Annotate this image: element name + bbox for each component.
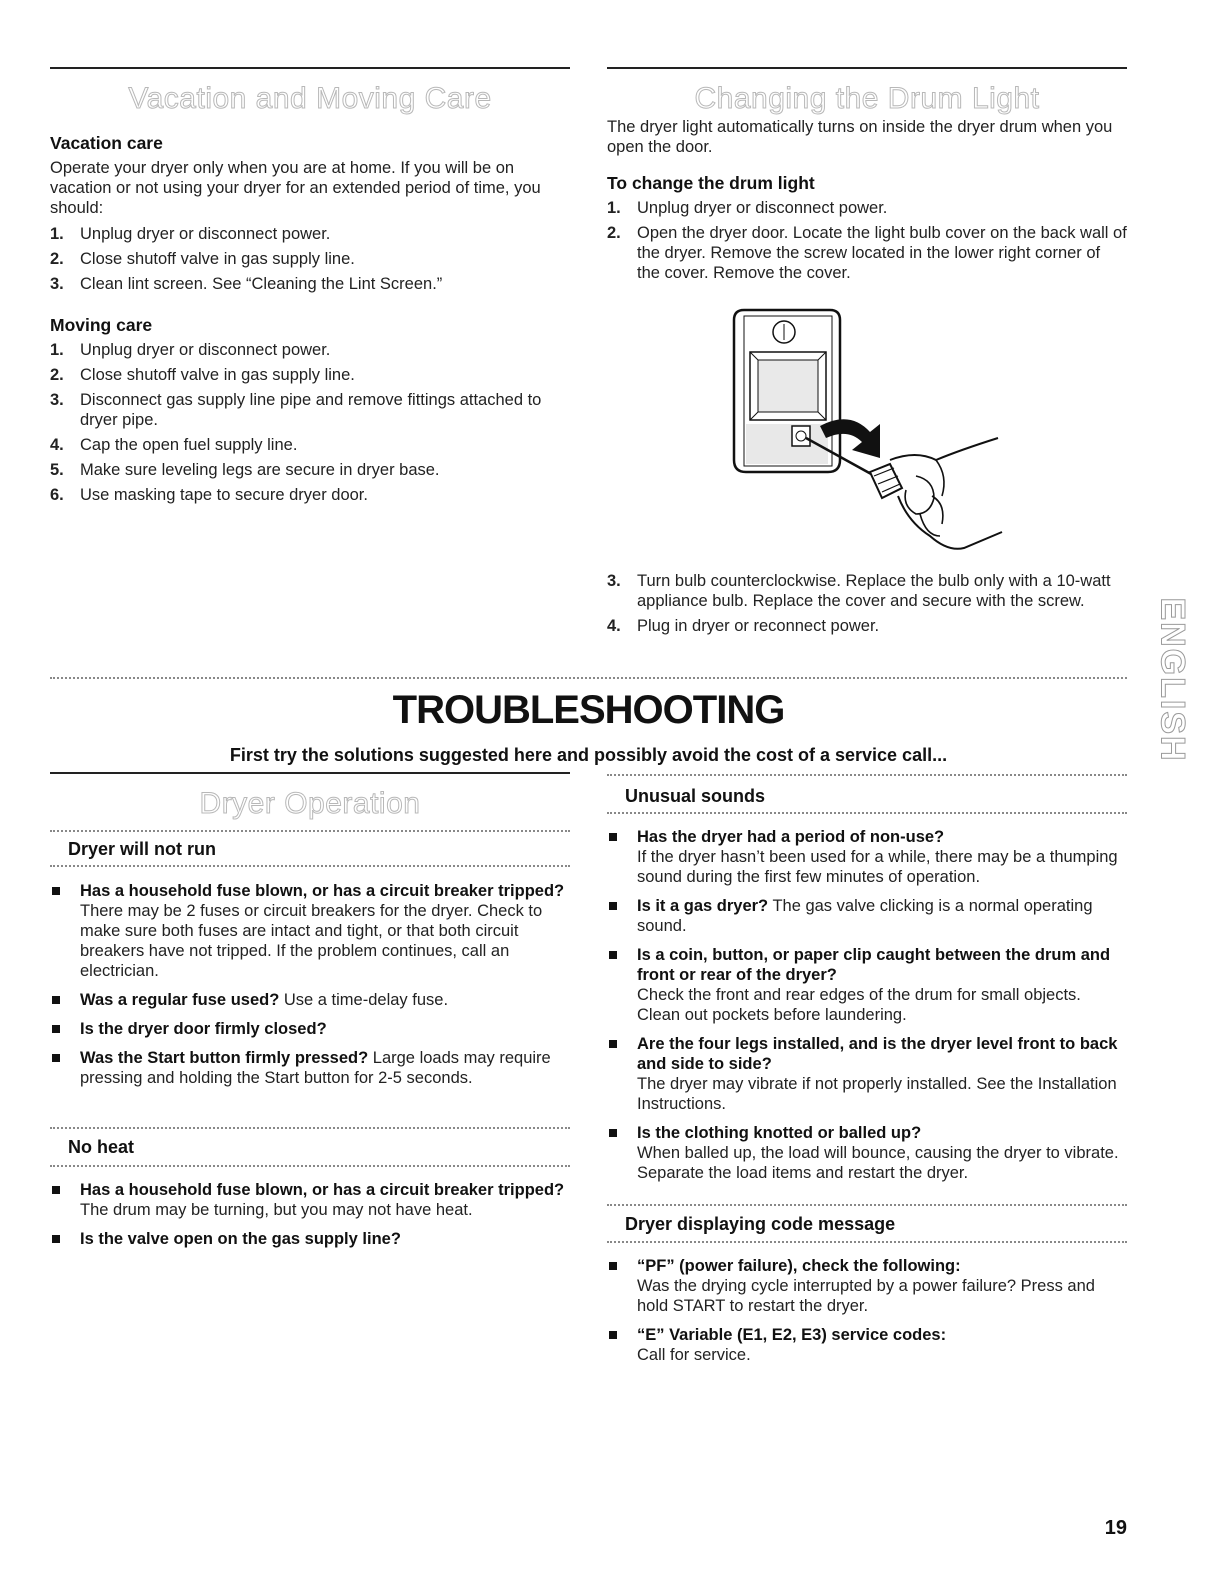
box-divider: [607, 1204, 1127, 1206]
item-question: Has a household fuse blown, or has a circuit breaker tripped?: [80, 882, 565, 900]
step-number: 1.: [50, 341, 64, 359]
square-bullet-icon: [52, 1186, 60, 1194]
moving-care-section: [50, 315, 570, 510]
no-heat-heading: No heat: [68, 1137, 135, 1157]
step-text: Use masking tape to secure dryer door.: [80, 486, 368, 504]
drum-light-intro: The dryer light automatically turns on inside the dryer drum when you open the door.: [607, 118, 1113, 156]
item-question: Are the four legs installed, and is the dryer level front to back and side to side?: [637, 1035, 1118, 1073]
step-item: [50, 274, 570, 294]
step-item: [50, 460, 570, 480]
page-number: 19: [1104, 1517, 1127, 1539]
drum-light-section: [607, 117, 1127, 288]
item-answer: Use a time-delay fuse.: [283, 991, 449, 1009]
square-bullet-icon: [609, 1331, 617, 1339]
item-question: Was a regular fuse used?: [80, 991, 280, 1009]
step-text: Unplug dryer or disconnect power.: [637, 199, 888, 217]
item-question: Is the clothing knotted or balled up?: [637, 1124, 922, 1142]
item-question: “E” Variable (E1, E2, E3) service codes:: [637, 1326, 947, 1344]
vacation-care-intro: Operate your dryer only when you are at home. If you will be on vacation or not using your dryer for an extended period of time, you should:: [50, 159, 541, 217]
item-question: Has the dryer had a period of non-use?: [637, 828, 945, 846]
item-question: Has a household fuse blown, or has a circuit breaker tripped?: [80, 1181, 565, 1199]
vacation-steps-list: [50, 224, 570, 294]
step-text: Unplug dryer or disconnect power.: [80, 341, 331, 359]
troubleshooting-item: [607, 1325, 1127, 1365]
item-question: Is it a gas dryer?: [637, 897, 769, 915]
step-number: 2.: [607, 224, 621, 242]
step-item: [50, 390, 570, 430]
box-divider: [50, 830, 570, 832]
item-answer: The dryer may vibrate if not properly installed. See the Installation Instructions.: [637, 1075, 1117, 1113]
step-text: Clean lint screen. See “Cleaning the Lint Screen.”: [80, 275, 443, 293]
step-number: 2.: [50, 366, 64, 384]
troubleshooting-item: [607, 945, 1127, 1025]
item-answer: Large loads may require pressing and holding the Start button for 2-5 seconds.: [80, 1049, 551, 1087]
troubleshooting-item: [50, 1019, 570, 1039]
square-bullet-icon: [609, 1262, 617, 1270]
troubleshooting-item: [50, 1229, 570, 1249]
item-answer: Was the drying cycle interrupted by a power failure? Press and hold START to restart the dryer.: [637, 1277, 1095, 1315]
drum-light-heading: To change the drum light: [607, 173, 815, 193]
vacation-care-heading: Vacation care: [50, 133, 163, 153]
drum-light-steps-continued: [607, 571, 1127, 641]
square-bullet-icon: [52, 1054, 60, 1062]
troubleshooting-item: [50, 1048, 570, 1088]
troubleshooting-title: TROUBLESHOOTING: [392, 688, 785, 732]
troubleshooting-item: [50, 990, 570, 1010]
item-answer: When balled up, the load will bounce, causing the dryer to vibrate. Separate the load items and restart the dryer.: [637, 1144, 1119, 1182]
step-number: 5.: [50, 461, 64, 479]
square-bullet-icon: [609, 902, 617, 910]
troubleshooting-item: [607, 896, 1127, 936]
step-number: 1.: [50, 225, 64, 243]
step-item: [50, 365, 570, 385]
dryer-will-not-run-list: [50, 881, 570, 1097]
step-item: [50, 224, 570, 244]
troubleshooting-item: [50, 1180, 570, 1220]
section-rule: [50, 772, 570, 774]
step-text: Close shutoff valve in gas supply line.: [80, 366, 355, 384]
square-bullet-icon: [52, 1025, 60, 1033]
item-answer: The drum may be turning, but you may not have heat.: [80, 1201, 473, 1219]
moving-steps-list: [50, 340, 570, 505]
drum-light-title: Changing the Drum Light: [694, 82, 1040, 115]
step-text: Open the dryer door. Locate the light bulb cover on the back wall of the dryer. Remove the screw located in the lower right corner of the cover. Remove the cover.: [637, 224, 1127, 282]
item-question: “PF” (power failure), check the following:: [637, 1257, 961, 1275]
section-rule: [607, 67, 1127, 69]
troubleshooting-item: [607, 1034, 1127, 1114]
troubleshooting-item: [50, 881, 570, 981]
item-answer: There may be 2 fuses or circuit breakers for the dryer. Check to make sure both fuses are intact and tight, or that both circuit breakers have not tripped. If the problem continues, call an electrician.: [80, 902, 543, 980]
troubleshooting-subtitle: First try the solutions suggested here and possibly avoid the cost of a service call...: [229, 745, 948, 765]
step-number: 1.: [607, 199, 621, 217]
item-question: Is the valve open on the gas supply line?: [80, 1230, 401, 1248]
code-message-list: [607, 1256, 1127, 1374]
box-divider: [50, 1127, 570, 1129]
troubleshooting-item: [607, 1256, 1127, 1316]
step-text: Disconnect gas supply line pipe and remove fittings attached to dryer pipe.: [80, 391, 542, 429]
step-text: Cap the open fuel supply line.: [80, 436, 298, 454]
step-item: [607, 223, 1127, 283]
drum-steps-list: [607, 198, 1127, 283]
vacation-moving-title: Vacation and Moving Care: [128, 82, 492, 115]
item-answer: The gas valve clicking is a normal operating sound.: [637, 897, 1093, 935]
unusual-sounds-heading: Unusual sounds: [625, 786, 766, 806]
item-answer: Check the front and rear edges of the drum for small objects. Clean out pockets before laundering.: [637, 986, 1081, 1024]
step-text: Unplug dryer or disconnect power.: [80, 225, 331, 243]
troubleshooting-item: [607, 1123, 1127, 1183]
side-tab-label: ENGLISH: [1153, 597, 1192, 763]
step-number: 3.: [50, 275, 64, 293]
box-divider: [607, 812, 1127, 814]
section-rule: [50, 67, 570, 69]
item-answer: Call for service.: [637, 1346, 751, 1364]
square-bullet-icon: [609, 951, 617, 959]
language-side-tab: [1153, 570, 1192, 790]
troubleshooting-item: [607, 827, 1127, 887]
item-answer: If the dryer hasn’t been used for a while, there may be a thumping sound during the first few minutes of operation.: [637, 848, 1118, 886]
step-item: [607, 616, 1127, 636]
item-question: Is the dryer door firmly closed?: [80, 1020, 327, 1038]
code-message-heading: Dryer displaying code message: [625, 1214, 896, 1234]
step-number: 3.: [607, 572, 621, 590]
section-divider: [50, 677, 1127, 679]
step-item: [50, 435, 570, 455]
square-bullet-icon: [52, 1235, 60, 1243]
square-bullet-icon: [52, 887, 60, 895]
vacation-care-section: [50, 133, 570, 299]
step-text: Make sure leveling legs are secure in dryer base.: [80, 461, 440, 479]
drum-light-cover-illustration: [720, 300, 1010, 570]
box-divider: [607, 774, 1127, 776]
drum-steps-list-continued: [607, 571, 1127, 636]
step-item: [607, 198, 1127, 218]
box-divider: [607, 1241, 1127, 1243]
moving-care-heading: Moving care: [50, 315, 153, 335]
unusual-sounds-list: [607, 827, 1127, 1192]
dryer-will-not-run-heading: Dryer will not run: [68, 839, 217, 859]
step-item: [607, 571, 1127, 611]
step-number: 3.: [50, 391, 64, 409]
no-heat-list: [50, 1180, 570, 1258]
step-number: 4.: [50, 436, 64, 454]
item-question: Is a coin, button, or paper clip caught between the drum and front or rear of the dryer?: [637, 946, 1111, 984]
box-divider: [50, 865, 570, 867]
step-item: [50, 485, 570, 505]
box-divider: [50, 1165, 570, 1167]
step-number: 4.: [607, 617, 621, 635]
step-number: 6.: [50, 486, 64, 504]
square-bullet-icon: [609, 1040, 617, 1048]
step-text: Close shutoff valve in gas supply line.: [80, 250, 355, 268]
item-question: Was the Start button firmly pressed?: [80, 1049, 369, 1067]
square-bullet-icon: [609, 1129, 617, 1137]
step-text: Plug in dryer or reconnect power.: [637, 617, 880, 635]
square-bullet-icon: [609, 833, 617, 841]
step-item: [50, 249, 570, 269]
square-bullet-icon: [52, 996, 60, 1004]
step-number: 2.: [50, 250, 64, 268]
step-item: [50, 340, 570, 360]
step-text: Turn bulb counterclockwise. Replace the bulb only with a 10-watt appliance bulb. Replace the cover and secure with the screw.: [637, 572, 1111, 610]
dryer-operation-title: Dryer Operation: [199, 787, 421, 820]
